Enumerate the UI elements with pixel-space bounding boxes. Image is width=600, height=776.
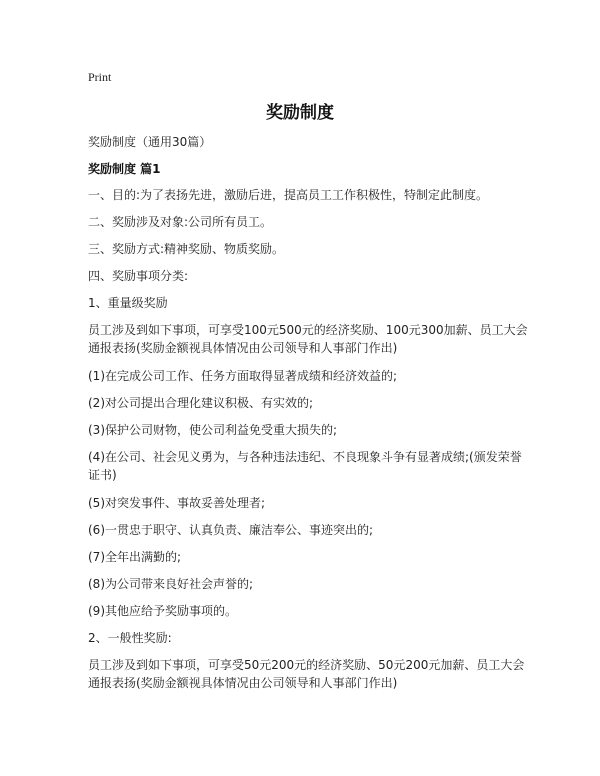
list-item: (8)为公司带来良好社会声誉的; — [88, 577, 254, 591]
subsection-heading-general: 2、一般性奖励: — [88, 631, 172, 645]
print-label: Print — [88, 70, 112, 84]
paragraph-major-intro: 员工涉及到如下事项，可享受100元500元的经济奖励、100元300加薪、员工大会通报表扬(奖励金额视具体情况由公司领导和人事部门作出) — [88, 323, 528, 355]
list-item: (2)对公司提出合理化建议积极、有实效的; — [88, 396, 314, 410]
subsection-heading-major: 1、重量级奖励 — [88, 296, 168, 310]
paragraph-general-intro: 员工涉及到如下事项，可享受50元200元的经济奖励、50元200元加薪、员工大会通报表扬(奖励金额视具体情况由公司领导和人事部门作出) — [88, 658, 525, 690]
list-item: (6)一贯忠于职守、认真负责、廉洁奉公、事迹突出的; — [88, 523, 374, 537]
document-title: 奖励制度 — [266, 103, 334, 123]
list-item: (1)在完成公司工作、任务方面取得显著成绩和经济效益的; — [88, 369, 398, 383]
document-subtitle: 奖励制度（通用30篇） — [88, 135, 212, 149]
list-item: (4)在公司、社会见义勇为，与各种违法违纪、不良现象斗争有显著成绩;(颁发荣誉证书) — [88, 450, 522, 482]
paragraph-purpose: 一、目的:为了表扬先进，激励后进，提高员工工作积极性，特制定此制度。 — [88, 188, 489, 202]
list-item: (3)保护公司财物，使公司利益免受重大损失的; — [88, 423, 338, 437]
section-heading: 奖励制度 篇1 — [88, 162, 161, 176]
paragraph-reward-method: 三、奖励方式:精神奖励、物质奖励。 — [88, 242, 285, 256]
list-item: (5)对突发事件、事故妥善处理者; — [88, 496, 266, 510]
paragraph-reward-categories: 四、奖励事项分类: — [88, 269, 189, 283]
paragraph-scope: 二、奖励涉及对象:公司所有员工。 — [88, 215, 273, 229]
list-item: (7)全年出满勤的; — [88, 550, 182, 564]
list-item: (9)其他应给予奖励事项的。 — [88, 604, 237, 618]
